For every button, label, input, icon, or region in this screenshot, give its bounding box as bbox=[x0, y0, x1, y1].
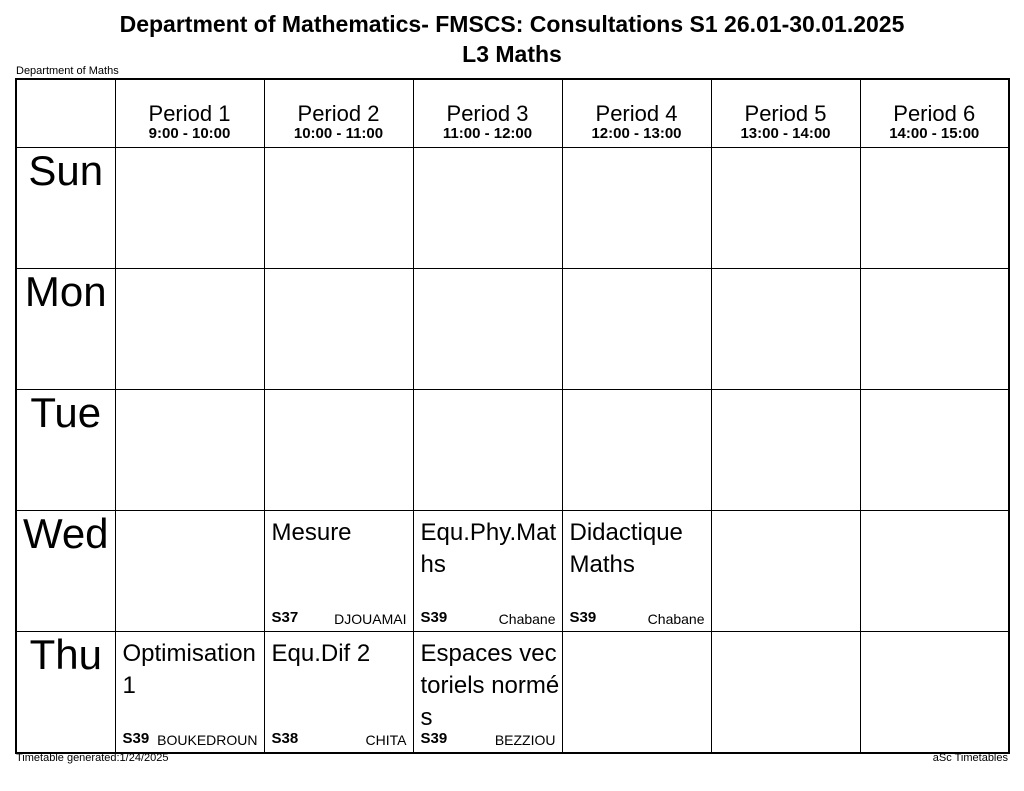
lesson-cell bbox=[264, 631, 413, 753]
day-row-wed bbox=[16, 510, 1009, 631]
timetable-grid bbox=[15, 78, 1010, 754]
empty-slot bbox=[562, 631, 711, 753]
empty-slot bbox=[115, 389, 264, 510]
empty-slot bbox=[115, 510, 264, 631]
teacher-name: BEZZIOU bbox=[494, 731, 556, 748]
empty-slot bbox=[860, 389, 1009, 510]
subject-name: Espaces vectoriels normés bbox=[420, 639, 560, 731]
period-header-1 bbox=[115, 79, 264, 147]
empty-slot bbox=[711, 389, 860, 510]
day-label: Thu bbox=[16, 631, 115, 753]
department-label: Department of Maths bbox=[16, 65, 119, 77]
period-name: Period 6 bbox=[893, 101, 976, 126]
day-row-thu bbox=[16, 631, 1009, 753]
empty-slot bbox=[115, 268, 264, 389]
empty-slot bbox=[413, 268, 562, 389]
class-subtitle: L3 Maths bbox=[462, 41, 562, 67]
period-name: Period 1 bbox=[148, 101, 231, 126]
day-row-mon bbox=[16, 268, 1009, 389]
period-header-6 bbox=[860, 79, 1009, 147]
day-label: Tue bbox=[16, 389, 115, 510]
empty-slot bbox=[264, 268, 413, 389]
period-header-5 bbox=[711, 79, 860, 147]
page-title: Department of Mathematics- FMSCS: Consultations S1 26.01-30.01.2025 bbox=[119, 11, 905, 37]
empty-slot bbox=[711, 268, 860, 389]
empty-slot bbox=[413, 389, 562, 510]
room-code: S39 bbox=[420, 729, 448, 747]
empty-slot bbox=[115, 147, 264, 268]
period-time: 12:00 - 13:00 bbox=[591, 125, 682, 142]
software-credit: aSc Timetables bbox=[932, 752, 1008, 764]
empty-slot bbox=[860, 268, 1009, 389]
day-label: Mon bbox=[16, 268, 115, 389]
empty-slot bbox=[711, 631, 860, 753]
period-name: Period 5 bbox=[744, 101, 827, 126]
period-header-3 bbox=[413, 79, 562, 147]
generated-date: Timetable generated:1/24/2025 bbox=[16, 752, 169, 764]
day-row-tue bbox=[16, 389, 1009, 510]
period-name: Period 4 bbox=[595, 101, 678, 126]
room-code: S39 bbox=[420, 608, 448, 626]
period-time: 11:00 - 12:00 bbox=[442, 125, 533, 142]
lesson-cell bbox=[413, 510, 562, 631]
empty-slot bbox=[860, 631, 1009, 753]
empty-slot bbox=[860, 147, 1009, 268]
room-code: S38 bbox=[271, 729, 299, 747]
empty-slot bbox=[562, 389, 711, 510]
empty-slot bbox=[711, 510, 860, 631]
day-label: Sun bbox=[16, 147, 115, 268]
empty-slot bbox=[711, 147, 860, 268]
teacher-name: Chabane bbox=[498, 610, 556, 627]
timetable-body bbox=[16, 147, 1009, 753]
period-time: 9:00 - 10:00 bbox=[148, 125, 231, 142]
subject-name: Mesure bbox=[271, 518, 352, 546]
lesson-cell bbox=[264, 510, 413, 631]
empty-slot bbox=[562, 268, 711, 389]
empty-slot bbox=[264, 147, 413, 268]
subject-name: Equ.Dif 2 bbox=[271, 639, 371, 667]
day-row-sun bbox=[16, 147, 1009, 268]
day-label: Wed bbox=[16, 510, 115, 631]
empty-slot bbox=[264, 389, 413, 510]
teacher-name: Chabane bbox=[647, 610, 705, 627]
room-code: S39 bbox=[122, 729, 150, 747]
lesson-cell bbox=[115, 631, 264, 753]
empty-slot bbox=[413, 147, 562, 268]
period-name: Period 3 bbox=[446, 101, 529, 126]
teacher-name: DJOUAMAI bbox=[334, 610, 407, 627]
room-code: S39 bbox=[569, 608, 597, 626]
empty-slot bbox=[860, 510, 1009, 631]
lesson-cell bbox=[562, 510, 711, 631]
room-code: S37 bbox=[271, 608, 299, 626]
corner-cell bbox=[16, 79, 115, 147]
teacher-name: BOUKEDROUN bbox=[157, 731, 258, 748]
period-header-row bbox=[16, 79, 1009, 147]
period-time: 13:00 - 14:00 bbox=[740, 125, 831, 142]
period-time: 10:00 - 11:00 bbox=[293, 125, 384, 142]
period-time: 14:00 - 15:00 bbox=[889, 125, 980, 142]
period-header-4 bbox=[562, 79, 711, 147]
teacher-name: CHITA bbox=[365, 731, 407, 748]
subject-name: Equ.Phy.Maths bbox=[420, 518, 557, 578]
subject-name: Optimisation 1 bbox=[122, 639, 256, 699]
empty-slot bbox=[562, 147, 711, 268]
period-header-2 bbox=[264, 79, 413, 147]
lesson-cell bbox=[413, 631, 562, 753]
period-name: Period 2 bbox=[297, 101, 380, 126]
subject-name: Didactique Maths bbox=[569, 518, 683, 578]
